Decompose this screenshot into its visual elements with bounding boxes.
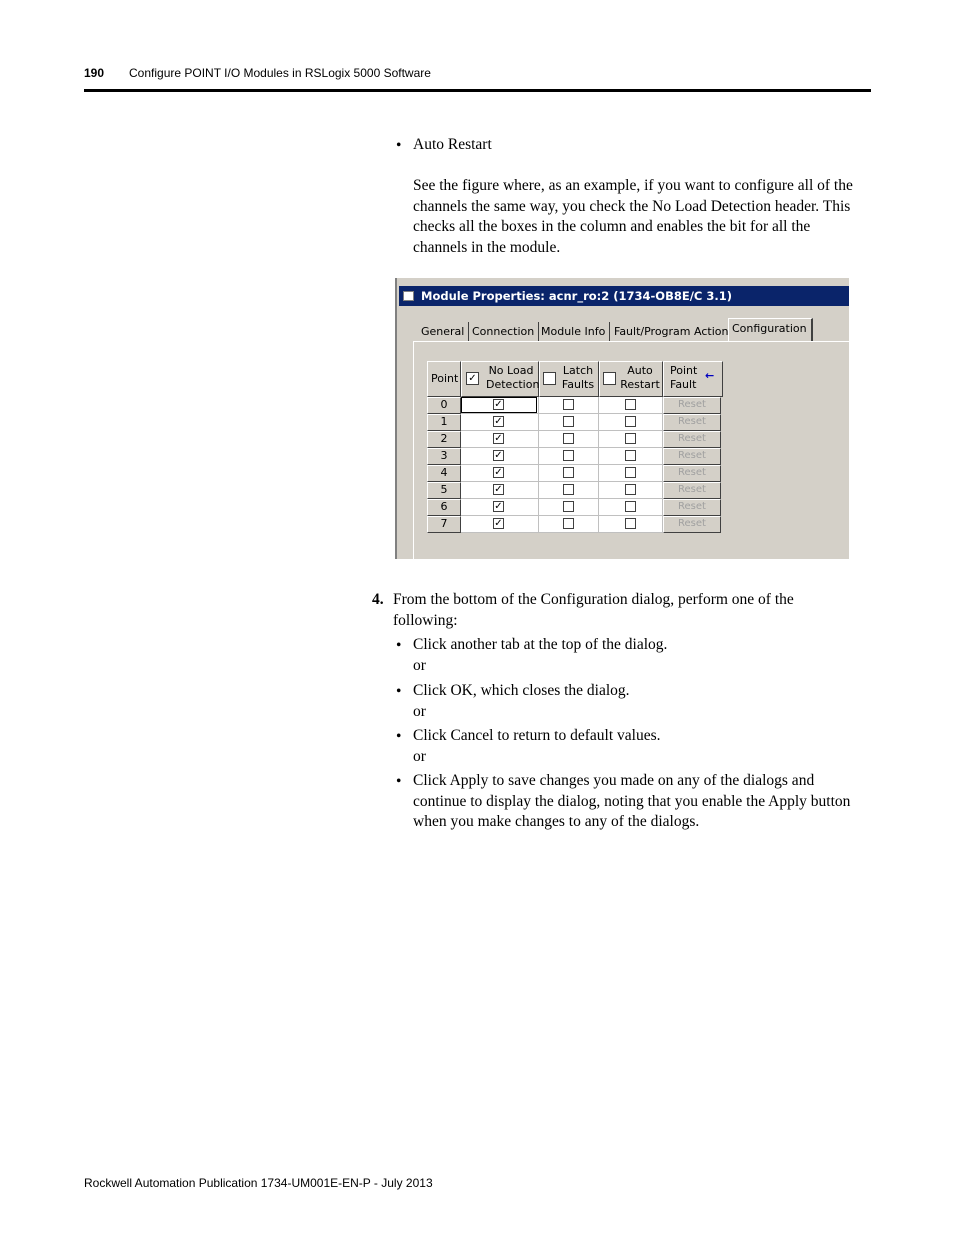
no-load-cell — [461, 414, 539, 431]
no-load-label-line1: No Load — [488, 364, 534, 377]
point-index-cell: 0 — [427, 397, 461, 414]
auto-label-line1: Auto — [627, 364, 653, 377]
bullet-dot: • — [396, 728, 402, 745]
latch-checkbox[interactable] — [563, 433, 574, 444]
header-rule — [84, 89, 871, 92]
latch-checkbox[interactable] — [563, 450, 574, 461]
auto-header-checkbox[interactable] — [603, 372, 616, 385]
latch-cell — [539, 397, 599, 414]
latch-checkbox[interactable] — [563, 484, 574, 495]
column-header-no-load-detection[interactable] — [461, 361, 539, 397]
latch-checkbox[interactable] — [563, 501, 574, 512]
option-line: when you make changes to any of the dialogs. — [413, 813, 700, 830]
tab-fault-program-action[interactable]: Fault/Program Action — [611, 322, 733, 341]
auto-label-line2: Restart — [620, 378, 660, 391]
intro-paragraph — [413, 176, 853, 258]
reset-button[interactable]: Reset — [663, 448, 721, 465]
no-load-checkbox[interactable]: ✓ — [494, 518, 503, 529]
auto-restart-checkbox[interactable] — [625, 416, 636, 427]
auto-header-label — [620, 364, 660, 392]
option-another-tab — [413, 635, 667, 676]
focus-outline — [461, 397, 537, 413]
auto-restart-checkbox[interactable] — [625, 450, 636, 461]
latch-cell — [539, 482, 599, 499]
latch-cell — [539, 499, 599, 516]
latch-cell — [539, 414, 599, 431]
option-line: Click Apply to save changes you made on any of the dialogs and — [413, 772, 815, 789]
step-number: 4. — [372, 591, 384, 608]
no-load-checkbox[interactable]: ✓ — [494, 467, 503, 478]
no-load-cell — [461, 465, 539, 482]
reset-button[interactable]: Reset — [663, 397, 721, 414]
no-load-cell — [461, 431, 539, 448]
no-load-cell — [461, 499, 539, 516]
running-header-title: Configure POINT I/O Modules in RSLogix 5000 Software — [129, 66, 431, 80]
no-load-checkbox[interactable]: ✓ — [494, 416, 503, 427]
paragraph-line: channels the same way, you check the No Load Detection header. This — [413, 197, 851, 215]
no-load-checkbox[interactable]: ✓ — [494, 399, 503, 410]
latch-label-line2: Faults — [561, 378, 595, 391]
paragraph-line: checks all the boxes in the column and enables the bit for all the — [413, 218, 811, 235]
arrow-left-icon: ← — [705, 369, 715, 382]
auto-restart-cell — [599, 414, 663, 431]
paragraph-line: See the figure where, as an example, if you want to configure all of the — [413, 177, 853, 194]
auto-restart-cell — [599, 431, 663, 448]
auto-restart-checkbox[interactable] — [625, 467, 636, 478]
latch-label-line1: Latch — [562, 364, 594, 377]
fault-label-line1: Point — [670, 364, 698, 377]
point-index-cell: 4 — [427, 465, 461, 482]
tab-panel-left-edge — [413, 341, 414, 559]
auto-restart-cell — [599, 448, 663, 465]
column-header-point-fault — [663, 361, 723, 397]
point-index-cell: 7 — [427, 516, 461, 533]
or-text: or — [413, 656, 426, 674]
option-line: Click OK, which closes the dialog. — [413, 682, 630, 699]
latch-cell — [539, 448, 599, 465]
option-ok — [413, 681, 630, 722]
latch-cell — [539, 431, 599, 448]
auto-restart-checkbox[interactable] — [625, 484, 636, 495]
auto-restart-checkbox[interactable] — [625, 399, 636, 410]
option-line: continue to display the dialog, noting that you enable the Apply button — [413, 792, 851, 810]
no-load-checkbox[interactable]: ✓ — [494, 501, 503, 512]
point-index-cell: 5 — [427, 482, 461, 499]
or-text: or — [413, 747, 426, 765]
latch-checkbox[interactable] — [563, 399, 574, 410]
step-text-line: From the bottom of the Configuration dialog, perform one of the — [393, 591, 794, 608]
reset-button[interactable]: Reset — [663, 516, 721, 533]
no-load-header-checkbox[interactable]: ✓ — [466, 372, 479, 385]
fault-label-line2: Fault — [670, 378, 697, 391]
no-load-cell — [461, 482, 539, 499]
no-load-label-line2: Detection — [486, 378, 540, 391]
no-load-cell — [461, 448, 539, 465]
reset-button[interactable]: Reset — [663, 414, 721, 431]
option-line: Click Cancel to return to default values. — [413, 727, 661, 744]
auto-restart-checkbox[interactable] — [625, 501, 636, 512]
latch-header-label — [560, 364, 596, 392]
auto-restart-cell — [599, 499, 663, 516]
reset-button[interactable]: Reset — [663, 482, 721, 499]
bullet-dot: • — [396, 683, 402, 700]
column-header-auto-restart[interactable] — [599, 361, 663, 397]
tab-general[interactable]: General — [418, 322, 469, 341]
column-header-latch-faults[interactable] — [539, 361, 599, 397]
window-left-border — [395, 278, 397, 559]
auto-restart-cell — [599, 465, 663, 482]
no-load-cell — [461, 397, 539, 414]
point-index-cell: 2 — [427, 431, 461, 448]
tab-panel-top-edge — [413, 341, 849, 342]
reset-button[interactable]: Reset — [663, 465, 721, 482]
option-apply — [413, 771, 850, 833]
step-4-text — [393, 590, 794, 631]
bullet-auto-restart: Auto Restart — [413, 136, 492, 153]
bullet-dot: • — [396, 137, 402, 154]
footer-publication: Rockwell Automation Publication 1734-UM001E-EN-P - July 2013 — [84, 1176, 433, 1190]
option-line: Click another tab at the top of the dialog. — [413, 636, 668, 653]
point-index-cell: 6 — [427, 499, 461, 516]
module-properties-screenshot — [395, 278, 849, 559]
or-text: or — [413, 702, 426, 720]
step-text-line: following: — [393, 611, 458, 629]
auto-restart-cell — [599, 516, 663, 533]
latch-checkbox[interactable] — [563, 467, 574, 478]
bullet-dot: • — [396, 773, 402, 790]
latch-header-checkbox[interactable] — [543, 372, 556, 385]
reset-button[interactable]: Reset — [663, 499, 721, 516]
tab-module-info[interactable]: Module Info — [538, 322, 610, 341]
no-load-checkbox[interactable]: ✓ — [494, 433, 503, 444]
point-index-cell: 3 — [427, 448, 461, 465]
auto-restart-cell — [599, 482, 663, 499]
fault-header-label — [670, 364, 697, 392]
page-number: 190 — [84, 66, 105, 80]
no-load-cell — [461, 516, 539, 533]
no-load-header-label — [486, 364, 540, 392]
paragraph-line: channels in the module. — [413, 238, 561, 256]
window-icon — [403, 291, 414, 301]
point-header-label: Point — [431, 372, 459, 385]
tab-configuration[interactable]: Configuration — [728, 318, 813, 341]
no-load-checkbox[interactable]: ✓ — [494, 484, 503, 495]
latch-checkbox[interactable] — [563, 416, 574, 427]
no-load-checkbox[interactable]: ✓ — [494, 450, 503, 461]
column-header-point — [427, 361, 461, 397]
auto-restart-checkbox[interactable] — [625, 518, 636, 529]
dialog-title: Module Properties: acnr_ro:2 (1734-OB8E/C 3.1) — [421, 289, 732, 303]
option-cancel — [413, 726, 661, 767]
tab-connection[interactable]: Connection — [469, 322, 539, 341]
auto-restart-cell — [599, 397, 663, 414]
point-index-cell: 1 — [427, 414, 461, 431]
latch-checkbox[interactable] — [563, 518, 574, 529]
dialog-titlebar[interactable] — [399, 286, 849, 306]
latch-cell — [539, 516, 599, 533]
bullet-dot: • — [396, 637, 402, 654]
auto-restart-checkbox[interactable] — [625, 433, 636, 444]
reset-button[interactable]: Reset — [663, 431, 721, 448]
latch-cell — [539, 465, 599, 482]
